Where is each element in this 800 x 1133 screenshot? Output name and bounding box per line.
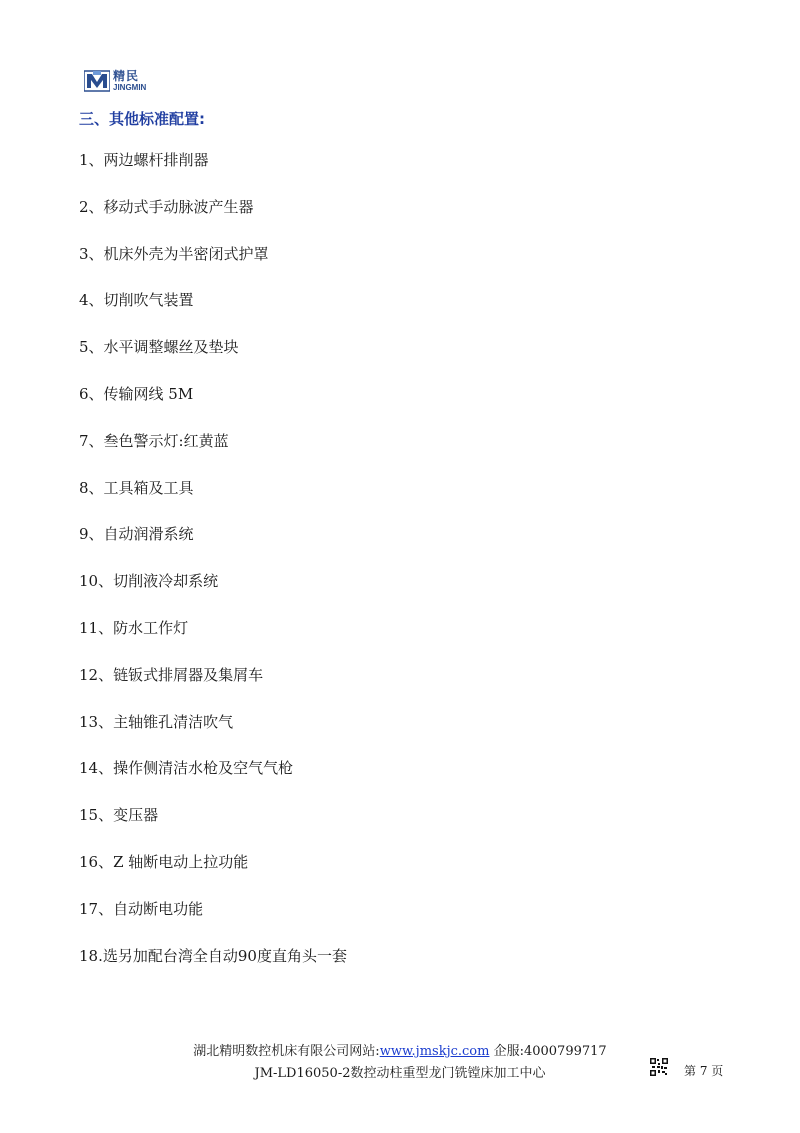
jingmin-logo-icon bbox=[84, 69, 110, 93]
company-logo bbox=[84, 68, 164, 94]
page-number: 第 7 页 bbox=[684, 1064, 724, 1078]
footer-service: 企服:4000799717 bbox=[493, 1044, 607, 1059]
footer-product: JM-LD16050-2数控动柱重型龙门铣镗床加工中心 bbox=[254, 1066, 546, 1081]
list-item: 6、传输网线 5M bbox=[79, 384, 194, 403]
list-item: 15、变压器 bbox=[79, 806, 159, 825]
section-title: 三、其他标准配置: bbox=[79, 110, 205, 128]
list-item: 12、链钣式排屑器及集屑车 bbox=[79, 665, 264, 684]
list-item: 13、主轴锥孔清洁吹气 bbox=[79, 712, 234, 731]
list-item: 2、移动式手动脉波产生器 bbox=[79, 197, 254, 216]
list-item: 11、防水工作灯 bbox=[79, 618, 189, 637]
list-item: 3、机床外壳为半密闭式护罩 bbox=[79, 244, 269, 263]
logo-english-name: JINGMIN bbox=[113, 83, 147, 92]
footer-contact bbox=[0, 1040, 800, 1059]
list-item: 4、切削吹气装置 bbox=[79, 291, 194, 310]
list-item: 14、操作侧清洁水枪及空气气枪 bbox=[79, 759, 294, 778]
list-item: 7、叁色警示灯:红黄蓝 bbox=[79, 431, 229, 450]
standard-config-list bbox=[79, 148, 347, 990]
list-item: 1、两边螺杆排削器 bbox=[79, 151, 209, 169]
list-item: 16、Z 轴断电动上拉功能 bbox=[79, 852, 249, 871]
list-item: 8、工具箱及工具 bbox=[79, 478, 194, 497]
website-link[interactable]: www.jmskjc.com bbox=[379, 1044, 490, 1059]
list-item: 9、自动润滑系统 bbox=[79, 525, 194, 544]
list-item: 5、水平调整螺丝及垫块 bbox=[79, 338, 239, 357]
qr-code-icon bbox=[650, 1058, 668, 1076]
list-item: 17、自动断电功能 bbox=[79, 899, 204, 918]
footer-company: 湖北精明数控机床有限公司网站: bbox=[193, 1044, 380, 1059]
list-item: 10、切削液冷却系统 bbox=[79, 572, 219, 591]
logo-chinese-name: 精民 bbox=[113, 69, 140, 83]
list-item: 18.选另加配台湾全自动90度直角头一套 bbox=[79, 946, 347, 965]
